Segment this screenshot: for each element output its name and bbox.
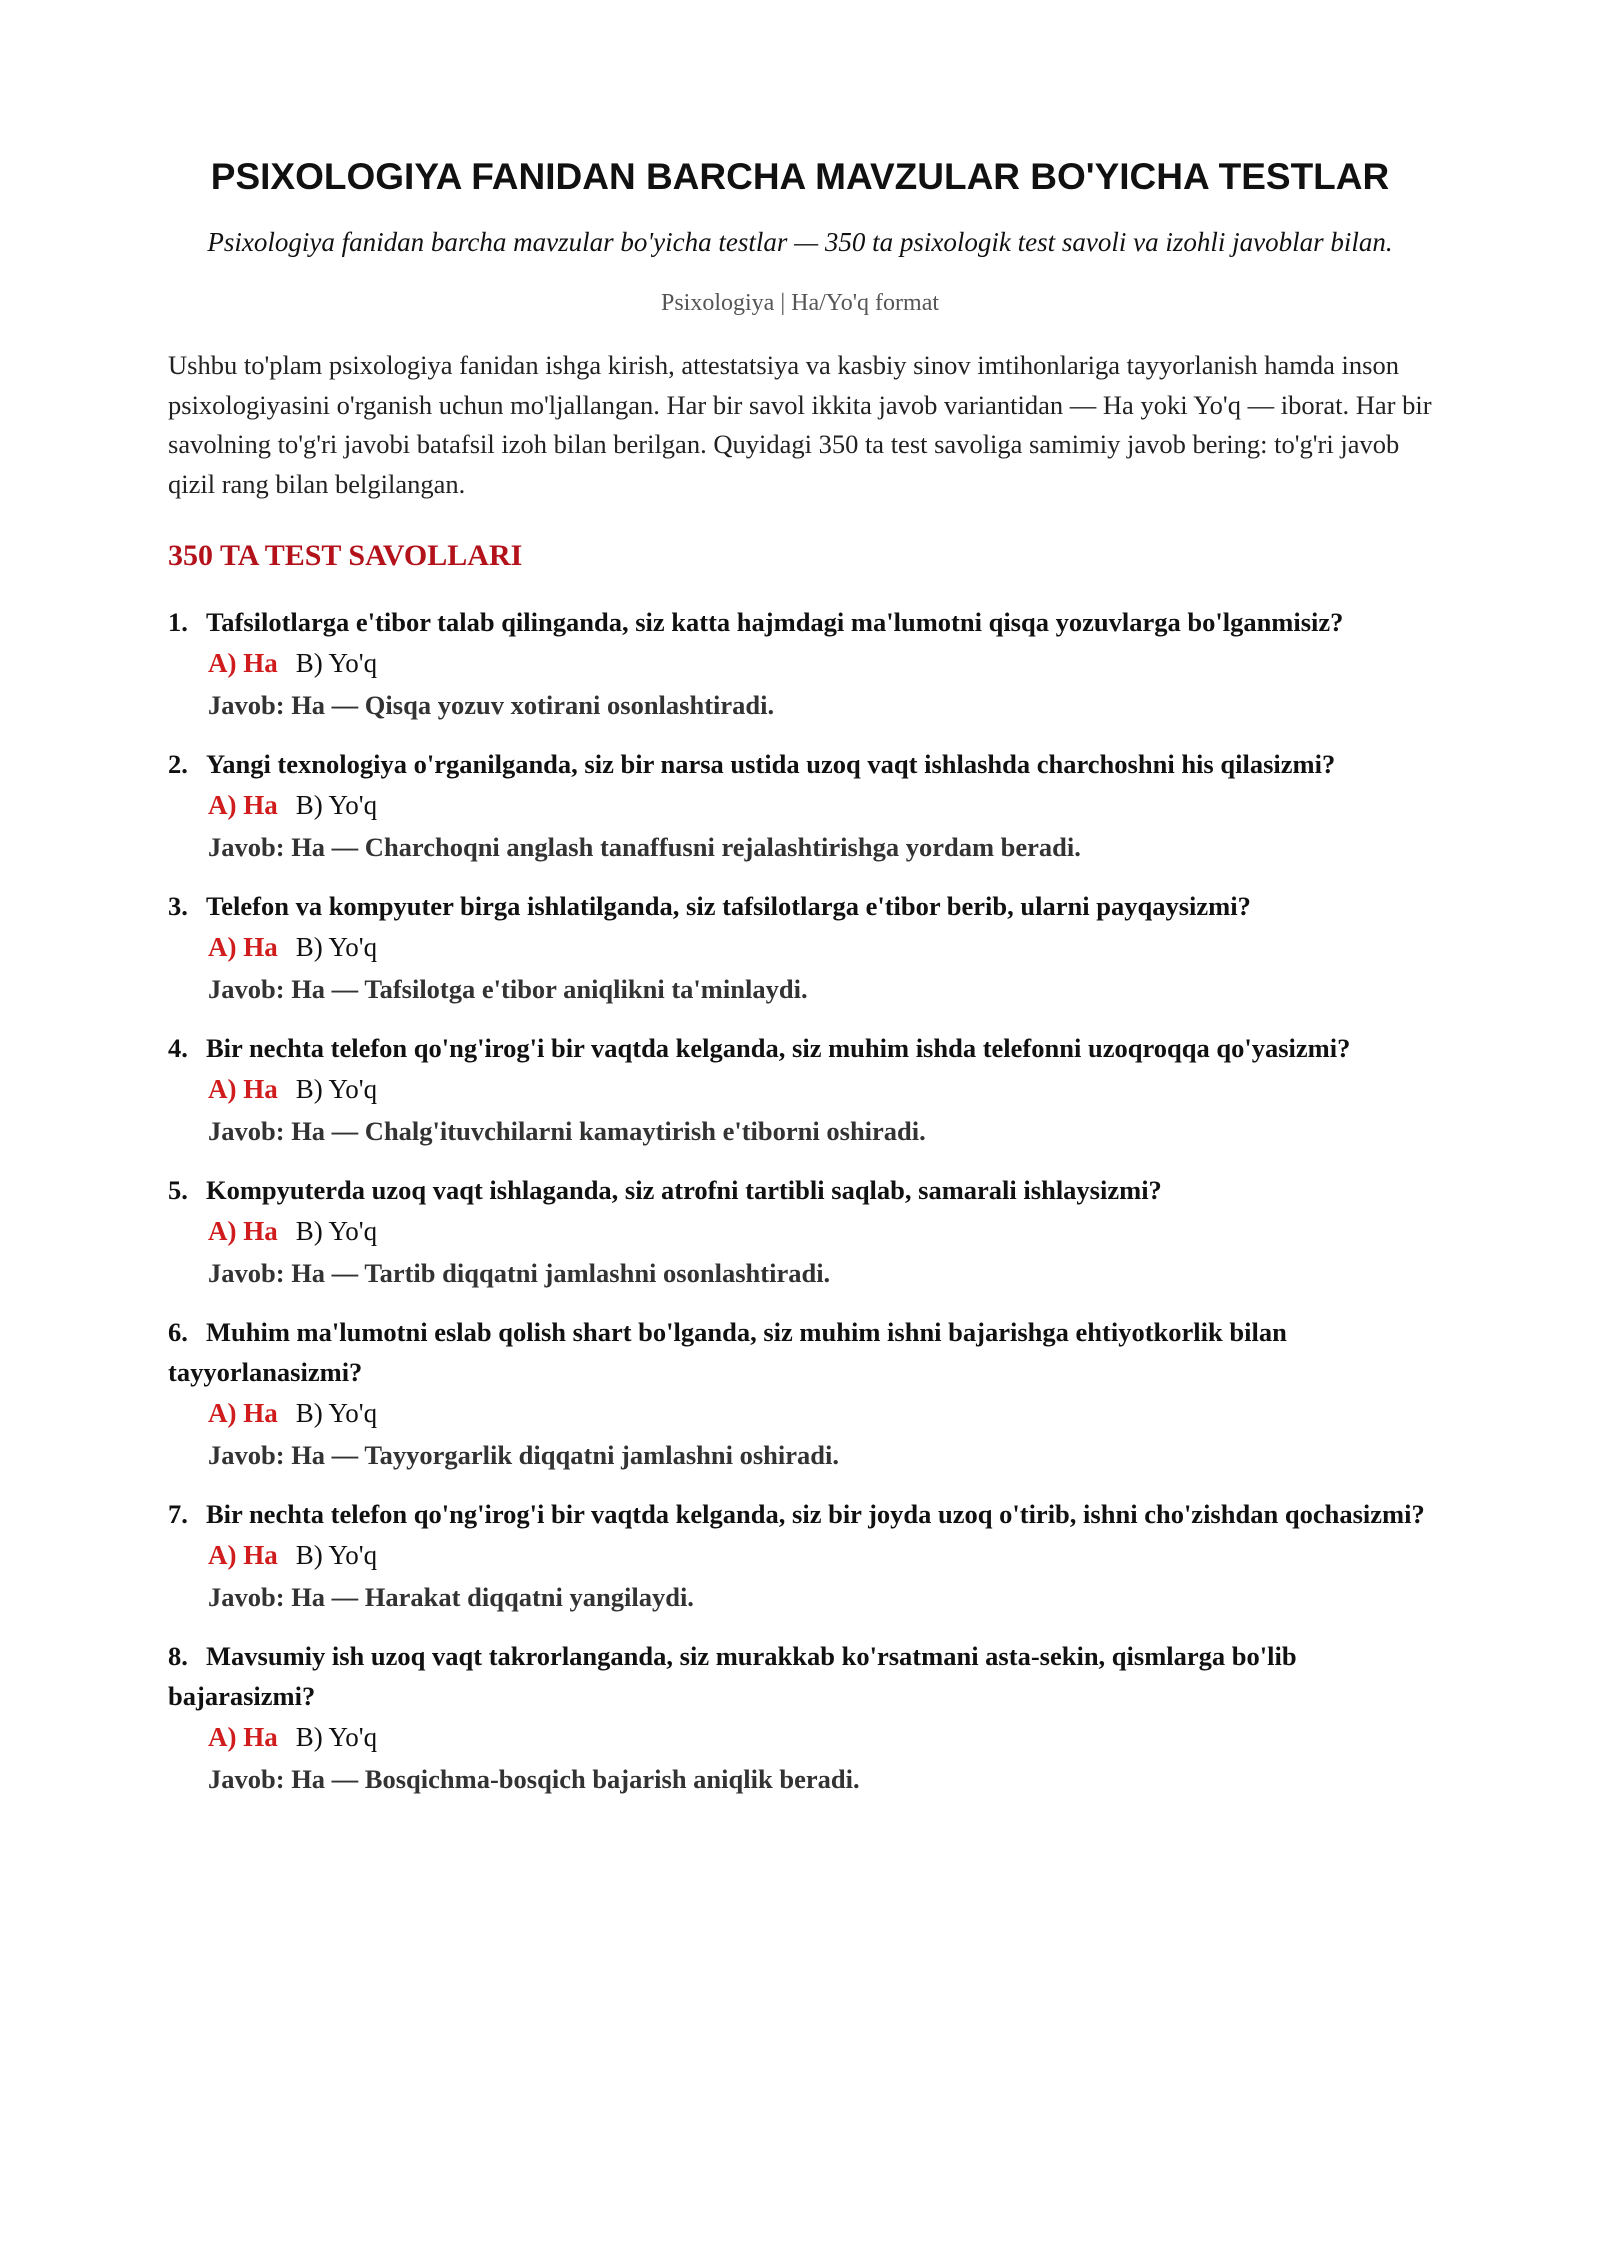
option-a: A) Ha (208, 1722, 278, 1752)
question-body: Bir nechta telefon qo'ng'irog'i bir vaqtda kelganda, siz bir joyda uzoq o'tirib, ishni cho'zishdan qochasizmi? (206, 1499, 1425, 1529)
question-item (168, 1170, 1432, 1294)
question-number: 7. (168, 1499, 188, 1529)
question-number: 3. (168, 891, 188, 921)
answer-explanation: Javob: Ha — Tayyorgarlik diqqatni jamlashni oshiradi. (208, 1440, 839, 1470)
question-number: 8. (168, 1641, 188, 1671)
answer-options (168, 1716, 1432, 1758)
answer-options (168, 1392, 1432, 1434)
question-body: Mavsumiy ish uzoq vaqt takrorlanganda, siz murakkab ko'rsatmani asta-sekin, qismlarga bo'lib bajarasizmi? (168, 1641, 1297, 1711)
option-b: B) Yo'q (295, 1216, 378, 1246)
question-body: Muhim ma'lumotni eslab qolish shart bo'lganda, siz muhim ishni bajarishga ehtiyotkorlik bilan tayyorlanasizmi? (168, 1317, 1287, 1387)
option-a: A) Ha (208, 1398, 278, 1428)
question-list (168, 602, 1432, 1800)
answer-options (168, 642, 1432, 684)
intro-paragraph: Ushbu to'plam psixologiya fanidan ishga kirish, attestatsiya va kasbiy sinov imtihonlariga tayyorlanish hamda inson psixologiyasini o'rganish uchun mo'ljallangan. Har bir savol ikkita javob variantidan — Ha yoki Yo'q — iborat. Har bir savolning to'g'ri javobi batafsil izoh bilan berilgan. Quyidagi 350 ta test savoliga samimiy javob bering: to'g'ri javob qizil rang bilan belgilangan. (168, 350, 1432, 499)
option-b: B) Yo'q (295, 1540, 378, 1570)
document-page (168, 0, 1432, 1818)
question-number: 6. (168, 1317, 188, 1347)
question-item (168, 602, 1432, 726)
option-b: B) Yo'q (295, 1074, 378, 1104)
question-number: 5. (168, 1175, 188, 1205)
question-text (168, 602, 1432, 642)
question-item (168, 744, 1432, 868)
question-text (168, 1170, 1432, 1210)
question-number: 4. (168, 1033, 188, 1063)
answer-explanation: Javob: Ha — Qisqa yozuv xotirani osonlashtiradi. (208, 690, 775, 720)
answer-explanation: Javob: Ha — Chalg'ituvchilarni kamaytirish e'tiborni oshiradi. (208, 1116, 926, 1146)
option-a: A) Ha (208, 1074, 278, 1104)
question-item (168, 1494, 1432, 1618)
option-a: A) Ha (208, 790, 278, 820)
answer-explanation: Javob: Ha — Harakat diqqatni yangilaydi. (208, 1582, 694, 1612)
answer-explanation: Javob: Ha — Tafsilotga e'tibor aniqlikni ta'minlaydi. (208, 974, 808, 1004)
document-title: PSIXOLOGIYA FANIDAN BARCHA MAVZULAR BO'YICHA TESTLAR (210, 156, 1390, 197)
option-a: A) Ha (208, 932, 278, 962)
answer-options (168, 926, 1432, 968)
question-body: Yangi texnologiya o'rganilganda, siz bir narsa ustida uzoq vaqt ishlashda charchoshni his qilasizmi? (206, 749, 1336, 779)
question-number: 2. (168, 749, 188, 779)
question-number: 1. (168, 607, 188, 637)
question-item (168, 1312, 1432, 1476)
option-b: B) Yo'q (295, 790, 378, 820)
option-a: A) Ha (208, 648, 278, 678)
answer-options (168, 784, 1432, 826)
answer-explanation: Javob: Ha — Charchoqni anglash tanaffusni rejalashtirishga yordam beradi. (208, 832, 1081, 862)
option-a: A) Ha (208, 1540, 278, 1570)
question-text (168, 1636, 1432, 1716)
question-item (168, 1636, 1432, 1800)
answer-options (168, 1534, 1432, 1576)
section-heading: 350 TA TEST SAVOLLARI (168, 539, 523, 572)
question-body: Kompyuterda uzoq vaqt ishlaganda, siz atrofni tartibli saqlab, samarali ishlaysizmi? (206, 1175, 1162, 1205)
option-b: B) Yo'q (295, 1722, 378, 1752)
question-text (168, 1494, 1432, 1534)
document-subtitle: Psixologiya fanidan barcha mavzular bo'yicha testlar — 350 ta psixologik test savoli va izohli javoblar bilan. (207, 227, 1393, 257)
answer-options (168, 1210, 1432, 1252)
question-text (168, 1312, 1432, 1392)
option-b: B) Yo'q (295, 648, 378, 678)
answer-options (168, 1068, 1432, 1110)
option-a: A) Ha (208, 1216, 278, 1246)
question-text (168, 1028, 1432, 1068)
answer-explanation: Javob: Ha — Bosqichma-bosqich bajarish aniqlik beradi. (208, 1764, 860, 1794)
question-body: Tafsilotlarga e'tibor talab qilinganda, siz katta hajmdagi ma'lumotni qisqa yozuvlarga bo'lganmisiz? (206, 607, 1344, 637)
question-body: Telefon va kompyuter birga ishlatilganda, siz tafsilotlarga e'tibor berib, ularni payqaysizmi? (206, 891, 1251, 921)
option-b: B) Yo'q (295, 1398, 378, 1428)
question-item (168, 1028, 1432, 1152)
question-text (168, 744, 1432, 784)
question-text (168, 886, 1432, 926)
question-body: Bir nechta telefon qo'ng'irog'i bir vaqtda kelganda, siz muhim ishda telefonni uzoqroqqa qo'yasizmi? (206, 1033, 1351, 1063)
answer-explanation: Javob: Ha — Tartib diqqatni jamlashni osonlashtiradi. (208, 1258, 831, 1288)
question-item (168, 886, 1432, 1010)
document-meta: Psixologiya | Ha/Yo'q format (660, 290, 940, 316)
option-b: B) Yo'q (295, 932, 378, 962)
